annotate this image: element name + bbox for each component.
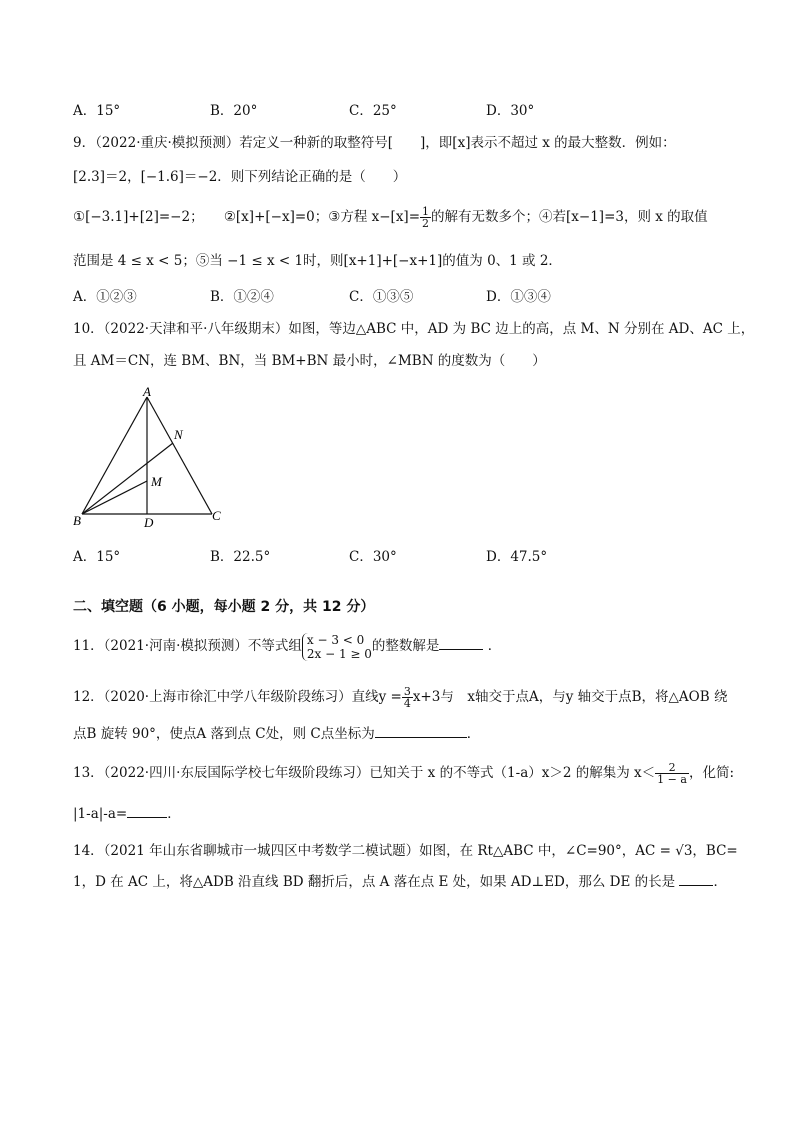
q9-frac-den: 2 [422, 217, 430, 230]
q8-option-b: B．20° [210, 103, 258, 119]
q14-answer-blank[interactable] [679, 872, 713, 886]
q14-stem2: 1，D 在 AC 上，将△ADB 沿直线 BD 翻折后，点 A 落在点 E 处，如果 AD⊥ED，那么 DE 的长是 [73, 874, 676, 890]
q9-option-d: D．①③④ [486, 289, 551, 305]
q9-stem-line2: [2.3]＝2，[−1.6]＝−2．则下列结论正确的是（ ） [73, 169, 407, 185]
q9-option-b: B．①②④ [210, 289, 274, 305]
q12-line1 [73, 686, 727, 709]
q9-statements-a: ①[−3.1]+[2]=−2； ②[x]+[−x]=0；③方程 x−[x]= [73, 209, 421, 225]
q13-line2 [73, 804, 181, 823]
q9-stem-line4: 范围是 4 ≤ x < 5；⑤当 −1 ≤ x < 1时，则[x+1]+[−x+1]的值为 0、1 或 2． [73, 253, 562, 269]
q14-end: ． [713, 874, 727, 890]
label-a: A [143, 385, 151, 399]
q12-end: ． [466, 726, 481, 742]
label-m: M [151, 474, 162, 489]
q13-stem2: |1-a|-a= [73, 806, 128, 822]
q11-ineq1: x − 3 < 0 [306, 632, 365, 647]
q8-option-d: D．30° [486, 103, 535, 119]
label-d: D [144, 515, 154, 530]
q12-stem2: 点B 旋转 90°，使点A 落到点 C处，则 C点坐标为 [73, 726, 375, 742]
q9-statements-c: 的解有无数多个；④若[x−1]=3，则 x 的取值 [431, 209, 708, 225]
q13-stem1b: ，化简: [688, 765, 735, 781]
q13-answer-blank[interactable] [127, 804, 167, 818]
q9-option-c: C．①③⑤ [349, 289, 414, 305]
q14-line1: 14．（2021 年山东省聊城市一城四区中考数学二模试题）如图，在 Rt△ABC 中，∠C=90°，AC = √3，BC= [73, 843, 738, 859]
q11-line [73, 630, 501, 662]
q13-fraction [655, 762, 689, 785]
q10-option-d: D．47.5° [486, 549, 548, 565]
q13-line1 [73, 762, 734, 785]
q13-stem1a: 13．（2022·四川·东辰国际学校七年级阶段练习）已知关于 x 的不等式（1-a）x＞2 的解集为 x＜ [73, 765, 656, 781]
q12-answer-blank[interactable] [375, 724, 467, 738]
q10-stem-line1: 10．（2022·天津和平·八年级期末）如图，等边△ABC 中，AD 为 BC 边上的高，点 M、N 分别在 AD、AC 上， [73, 321, 755, 337]
q10-stem-line2: 且 AM＝CN，连 BM、BN，当 BM+BN 最小时，∠MBN 的度数为（ ） [73, 353, 546, 369]
q9-option-a: A．①②③ [73, 289, 137, 305]
q11-answer-blank[interactable] [439, 636, 483, 650]
q11-end: ． [487, 638, 502, 654]
q8-option-a: A．15° [73, 103, 121, 119]
q10-option-c: C．30° [349, 549, 397, 565]
q11-ineq2: 2x − 1 ≥ 0 [306, 646, 372, 661]
q12-stem1b: x+3与 x轴交于点A，与y 轴交于点B，将△AOB 绕 [412, 689, 728, 705]
q12-line2 [73, 724, 480, 743]
q11-inequality-system [302, 633, 372, 661]
q8-option-c: C．25° [349, 103, 397, 119]
q9-stem-line1: 9．（2022·重庆·模拟预测）若定义一种新的取整符号[ ]，即[x]表示不超过 x 的最大整数．例如： [73, 135, 676, 151]
q11-pre: 11．（2021·河南·模拟预测）不等式组 [73, 638, 302, 654]
section-heading: 二、填空题（6 小题，每小题 2 分，共 12 分） [73, 599, 375, 615]
q10-option-a: A．15° [73, 549, 121, 565]
q12-fraction [402, 686, 413, 709]
label-c: C [212, 508, 221, 523]
q9-statements-line [73, 206, 708, 229]
q9-fraction [420, 206, 431, 229]
q11-post: 的整数解是 [371, 638, 440, 654]
q14-line2 [73, 872, 727, 891]
q13-frac-num: 2 [655, 762, 689, 774]
q13-end: ． [167, 806, 181, 822]
label-n: N [174, 427, 183, 442]
q12-stem1a: 12．（2020·上海市徐汇中学八年级阶段练习）直线y = [73, 689, 402, 705]
q10-option-b: B．22.5° [210, 549, 271, 565]
q9-frac-num: 1 [422, 205, 430, 218]
q10-triangle-figure [70, 385, 230, 530]
q12-frac-den: 4 [403, 697, 411, 710]
q12-frac-num: 3 [403, 685, 411, 698]
side-ab [82, 397, 147, 514]
q13-frac-den: 1 − a [657, 773, 687, 786]
label-b: B [73, 513, 81, 528]
